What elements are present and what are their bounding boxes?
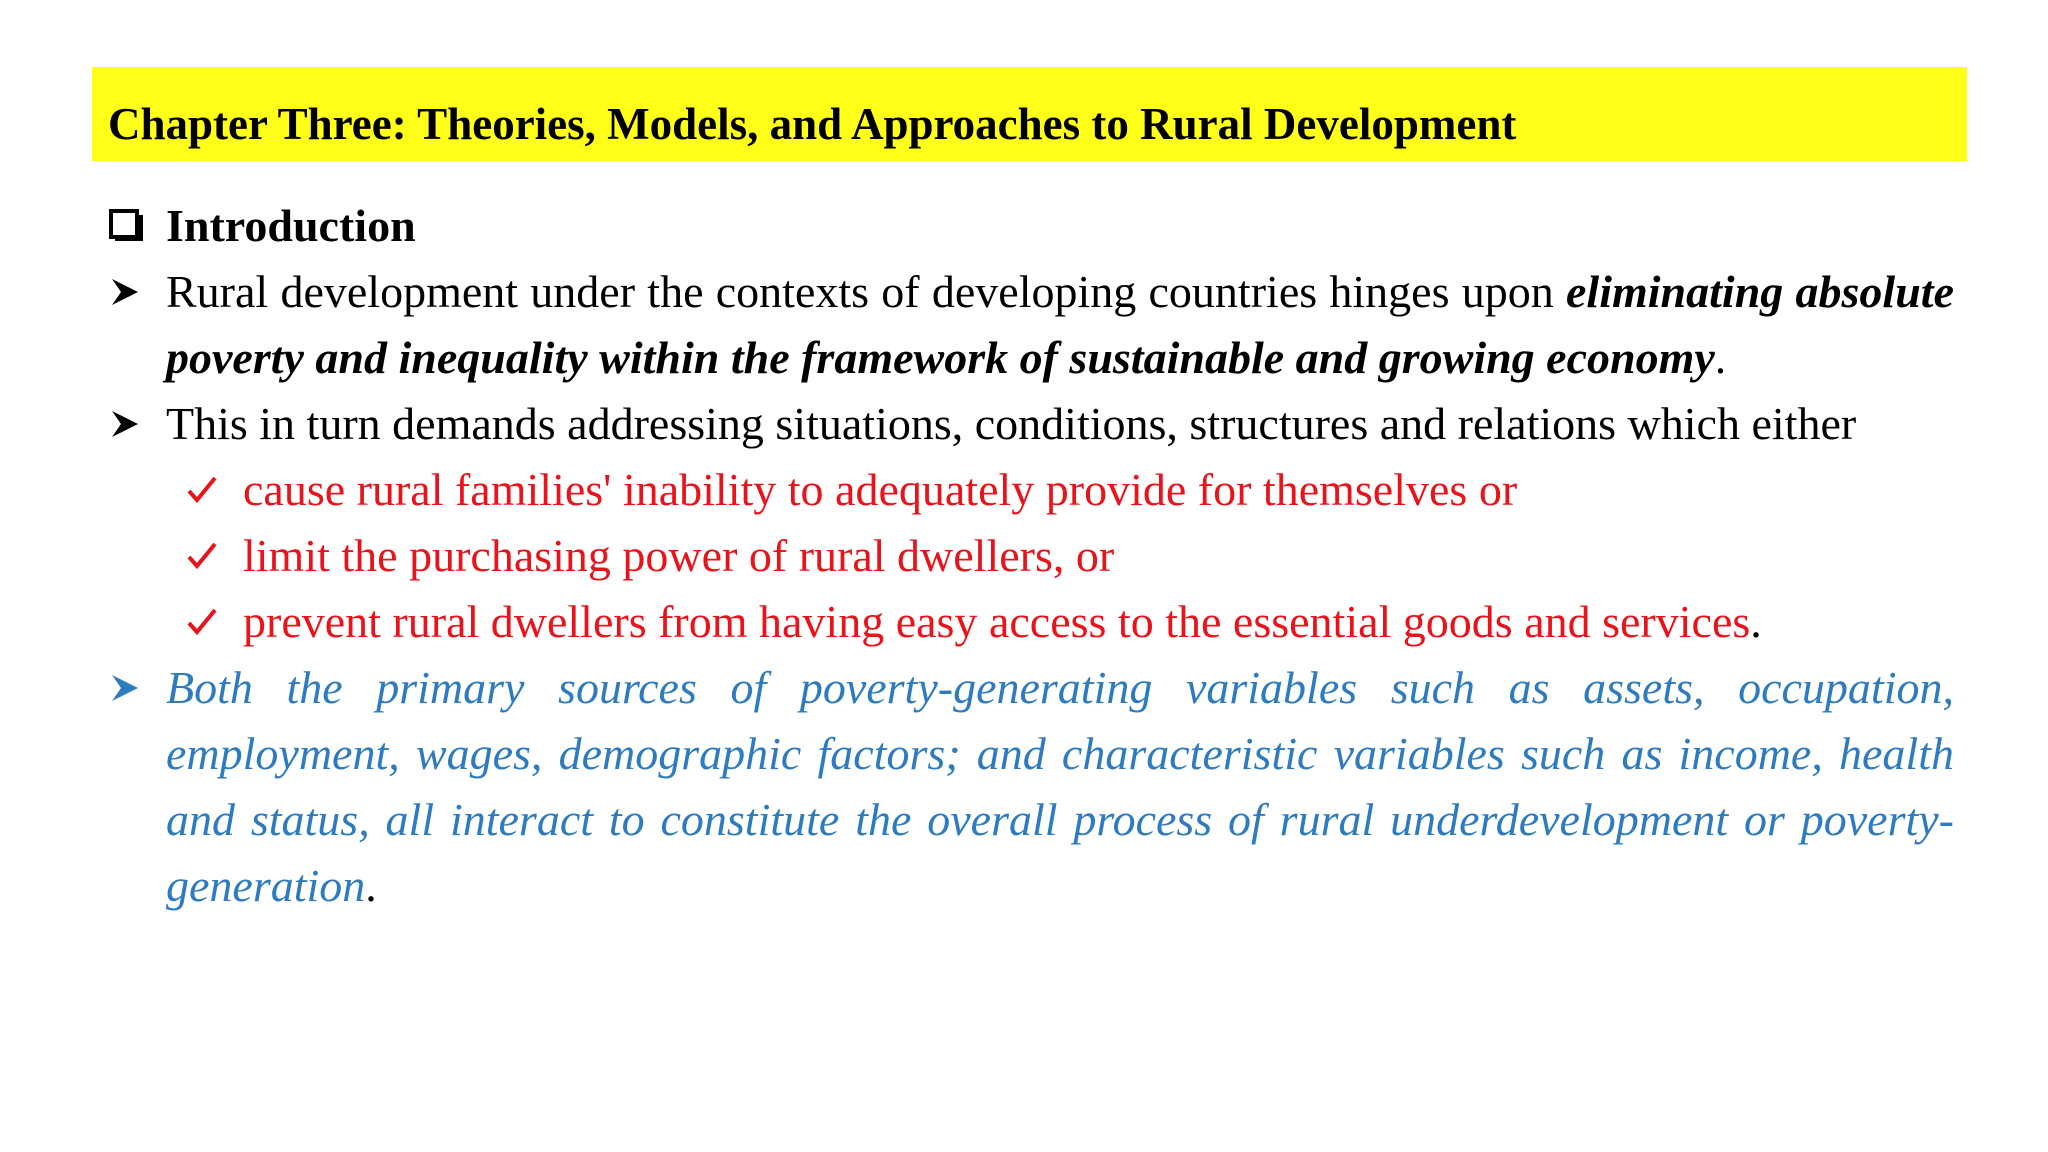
heading-label: Introduction [166, 200, 416, 251]
arrowhead-bullet-icon [108, 259, 158, 325]
bullet-2-text: This in turn demands addressing situations, conditions, structures and relations which either [166, 398, 1857, 449]
bullet-item-2 [108, 391, 1954, 457]
title-highlight-bar [92, 67, 1967, 161]
sub-item-3-text: prevent rural dwellers from having easy access to the essential goods and services [243, 596, 1751, 647]
bullet-3-text: Both the primary sources of poverty-generating variables such as assets, occupation, employment, wages, demographic factors; and characteristic variables such as income, health and status, all interact to constitute the overall process of rural underdevelopment or poverty-generation [166, 662, 1954, 911]
slide-content [108, 193, 1954, 919]
sub-item-2-text: limit the purchasing power of rural dwellers, or [243, 530, 1115, 581]
bullet-item-1 [108, 259, 1954, 391]
bullet-1-period: . [1714, 332, 1727, 383]
checkmark-icon [186, 457, 236, 523]
checkmark-icon [186, 523, 236, 589]
section-heading [108, 193, 1954, 259]
sub-item-2 [108, 523, 1954, 589]
sub-item-3 [108, 589, 1954, 655]
bullet-item-3 [108, 655, 1954, 919]
checkbox-square-icon [108, 193, 158, 259]
arrowhead-bullet-icon [108, 655, 158, 721]
sub-item-3-period: . [1750, 596, 1762, 647]
arrowhead-bullet-icon [108, 391, 158, 457]
bullet-1-emphasis: eliminating absolute poverty and inequality within the framework of sustainable and growing economy [166, 266, 1954, 383]
checkmark-icon [186, 589, 236, 655]
bullet-1-text: Rural development under the contexts of developing countries hinges upon [166, 266, 1567, 317]
bullet-3-period: . [365, 860, 377, 911]
sub-item-1 [108, 457, 1954, 523]
sub-item-1-text: cause rural families' inability to adequately provide for themselves or [243, 464, 1518, 515]
page-title: Chapter Three: Theories, Models, and Approaches to Rural Development [108, 98, 1517, 149]
